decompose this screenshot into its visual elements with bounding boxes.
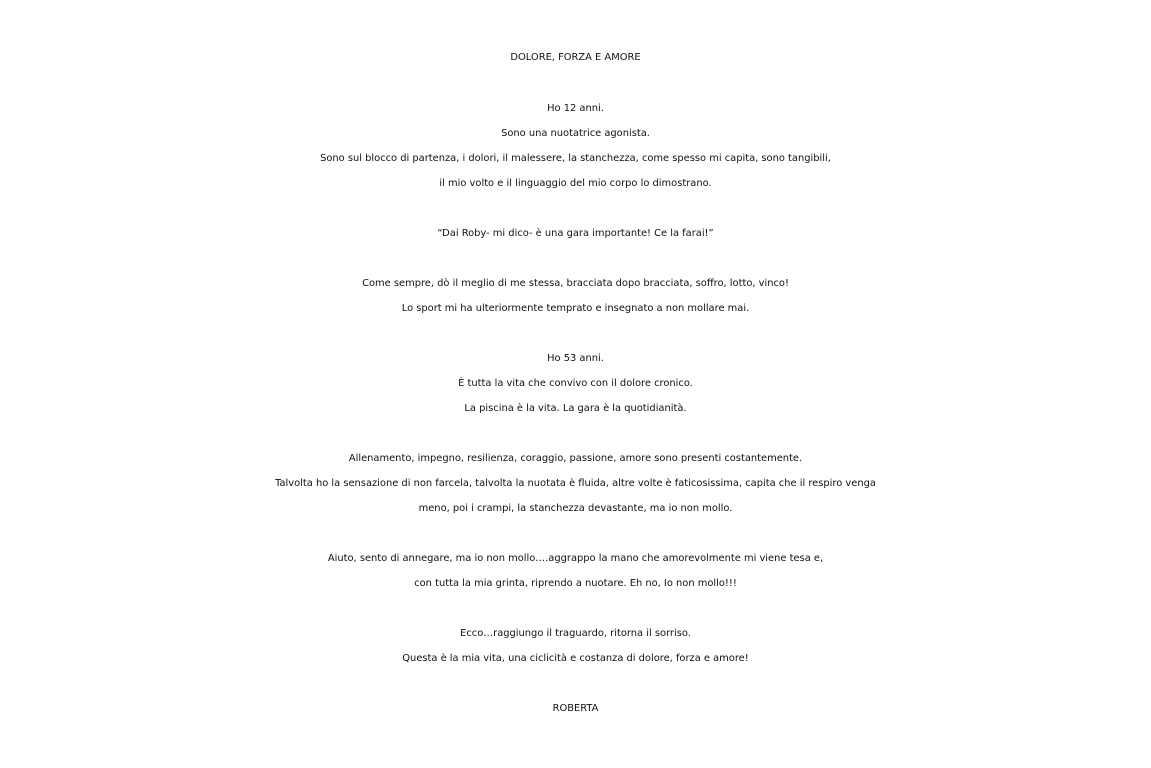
stanza-1-line-1: Ho 12 anni. <box>547 103 604 114</box>
stanza-1-line-3: Sono sul blocco di partenza, i dolori, il malessere, la stanchezza, come spesso mi capita, sono tangibili, <box>320 153 831 164</box>
signature: ROBERTA <box>552 703 599 714</box>
stanza-5-line-1: Allenamento, impegno, resilienza, coraggio, passione, amore sono presenti costantemente. <box>348 453 803 464</box>
stanza-4-line-1: Ho 53 anni. <box>547 353 604 364</box>
stanza-6-line-2: con tutta la mia grinta, riprendo a nuotare. Eh no, Io non mollo!!! <box>414 578 737 589</box>
stanza-2-line-1: “Dai Roby- mi dico- è una gara importante! Ce la farai!” <box>437 228 714 239</box>
stanza-7-line-1: Ecco…raggiungo il traguardo, ritorna il sorriso. <box>460 628 691 639</box>
stanza-3-line-1: Come sempre, dò il meglio di me stessa, bracciata dopo bracciata, soffro, lotto, vinco! <box>362 278 789 289</box>
stanza-4-line-2: È tutta la vita che convivo con il dolore cronico. <box>458 378 693 389</box>
stanza-7-line-2: Questa è la mia vita, una ciclicità e costanza di dolore, forza e amore! <box>402 653 749 664</box>
stanza-1-line-4: il mio volto e il linguaggio del mio corpo lo dimostrano. <box>439 178 712 189</box>
document-title: DOLORE, FORZA E AMORE <box>510 52 641 63</box>
stanza-4-line-3: La piscina è la vita. La gara è la quotidianità. <box>464 403 687 414</box>
stanza-3-line-2: Lo sport mi ha ulteriormente temprato e insegnato a non mollare mai. <box>401 303 750 314</box>
stanza-6-line-1: Aiuto, sento di annegare, ma io non mollo….aggrappo la mano che amorevolmente mi viene tesa e, <box>327 553 824 564</box>
stanza-5-line-2: Talvolta ho la sensazione di non farcela, talvolta la nuotata è fluida, altre volte è faticosissima, capita che il respiro venga <box>275 478 876 489</box>
stanza-5-line-3: meno, poi i crampi, la stanchezza devastante, ma io non mollo. <box>418 503 733 514</box>
stanza-1-line-2: Sono una nuotatrice agonista. <box>501 128 650 139</box>
